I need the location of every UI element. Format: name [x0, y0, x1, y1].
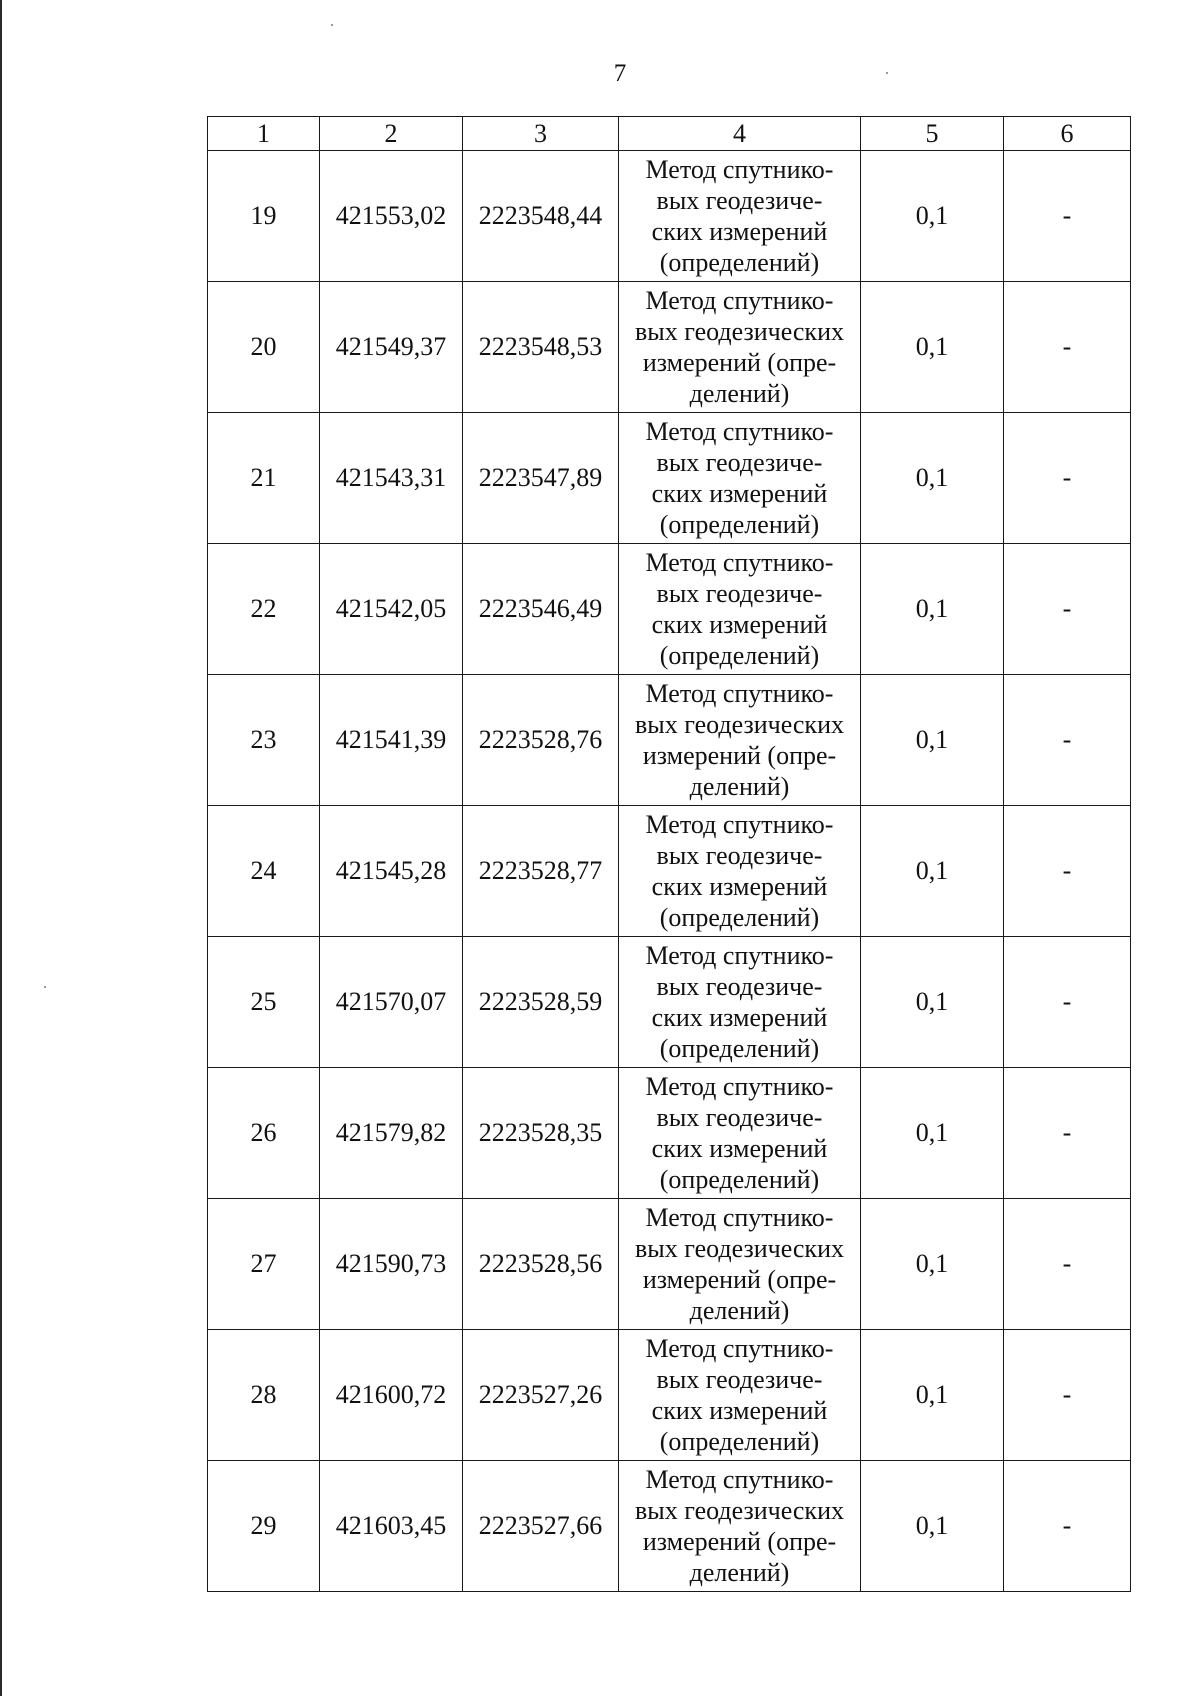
point-number-cell: 24	[208, 806, 320, 937]
method-text-line: ских измерений	[651, 1003, 828, 1032]
method-text-line: ских измерений	[651, 217, 828, 246]
method-cell	[619, 151, 861, 282]
note-cell: -	[1004, 151, 1131, 282]
table-row	[208, 413, 1131, 544]
accuracy-cell: 0,1	[861, 1461, 1004, 1592]
point-number-cell: 29	[208, 1461, 320, 1592]
note-cell: -	[1004, 675, 1131, 806]
table-row	[208, 675, 1131, 806]
method-text-line: делений)	[689, 379, 790, 408]
y-coordinate-cell: 2223528,59	[463, 937, 619, 1068]
y-coordinate-cell: 2223528,77	[463, 806, 619, 937]
method-cell	[619, 1330, 861, 1461]
method-text-line: ских измерений	[651, 1134, 828, 1163]
point-number-cell: 21	[208, 413, 320, 544]
method-text-line: (определений)	[659, 248, 820, 277]
header-col-2: 2	[320, 117, 463, 151]
point-number-cell: 20	[208, 282, 320, 413]
note-cell: -	[1004, 1068, 1131, 1199]
method-text-line: делений)	[689, 772, 790, 801]
method-text-line: измерений (опре-	[642, 348, 837, 377]
point-number-cell: 25	[208, 937, 320, 1068]
point-number-cell: 22	[208, 544, 320, 675]
accuracy-cell: 0,1	[861, 413, 1004, 544]
y-coordinate-cell: 2223547,89	[463, 413, 619, 544]
point-number-cell: 19	[208, 151, 320, 282]
y-coordinate-cell: 2223527,26	[463, 1330, 619, 1461]
method-text-line: вых геодезиче-	[656, 841, 823, 870]
note-cell: -	[1004, 282, 1131, 413]
note-cell: -	[1004, 1461, 1131, 1592]
table-row	[208, 1461, 1131, 1592]
accuracy-cell: 0,1	[861, 1330, 1004, 1461]
x-coordinate-cell: 421553,02	[320, 151, 463, 282]
y-coordinate-cell: 2223527,66	[463, 1461, 619, 1592]
method-text-line: измерений (опре-	[642, 741, 837, 770]
method-text-line: делений)	[689, 1296, 790, 1325]
x-coordinate-cell: 421579,82	[320, 1068, 463, 1199]
table-row	[208, 937, 1131, 1068]
point-number-cell: 26	[208, 1068, 320, 1199]
y-coordinate-cell: 2223528,56	[463, 1199, 619, 1330]
note-cell: -	[1004, 937, 1131, 1068]
accuracy-cell: 0,1	[861, 806, 1004, 937]
table-row	[208, 806, 1131, 937]
method-text-line: (определений)	[659, 641, 820, 670]
method-text-line: Метод спутнико-	[645, 155, 834, 184]
accuracy-cell: 0,1	[861, 544, 1004, 675]
accuracy-cell: 0,1	[861, 1068, 1004, 1199]
y-coordinate-cell: 2223528,35	[463, 1068, 619, 1199]
method-cell	[619, 675, 861, 806]
method-text-line: измерений (опре-	[642, 1527, 837, 1556]
x-coordinate-cell: 421549,37	[320, 282, 463, 413]
table-row	[208, 1330, 1131, 1461]
header-col-3: 3	[463, 117, 619, 151]
accuracy-cell: 0,1	[861, 1199, 1004, 1330]
method-text-line: Метод спутнико-	[645, 1203, 834, 1232]
method-text-line: вых геодезических	[635, 1496, 844, 1525]
method-cell	[619, 544, 861, 675]
note-cell: -	[1004, 806, 1131, 937]
method-text-line: (определений)	[659, 1034, 820, 1063]
table-header-row	[208, 117, 1131, 151]
table-row	[208, 1068, 1131, 1199]
note-cell: -	[1004, 1330, 1131, 1461]
method-text-line: ских измерений	[651, 610, 828, 639]
method-text-line: (определений)	[659, 1427, 820, 1456]
scan-edge-line	[0, 0, 2, 1696]
method-text-line: ских измерений	[651, 1396, 828, 1425]
table-row	[208, 544, 1131, 675]
x-coordinate-cell: 421542,05	[320, 544, 463, 675]
scan-speck	[44, 986, 46, 988]
note-cell: -	[1004, 544, 1131, 675]
method-text-line: вых геодезических	[635, 1234, 844, 1263]
x-coordinate-cell: 421545,28	[320, 806, 463, 937]
method-cell	[619, 1068, 861, 1199]
method-text-line: вых геодезиче-	[656, 972, 823, 1001]
point-number-cell: 28	[208, 1330, 320, 1461]
method-cell	[619, 1461, 861, 1592]
point-number-cell: 23	[208, 675, 320, 806]
method-text-line: (определений)	[659, 510, 820, 539]
method-text-line: (определений)	[659, 903, 820, 932]
method-text-line: измерений (опре-	[642, 1265, 837, 1294]
method-text-line: Метод спутнико-	[645, 286, 834, 315]
y-coordinate-cell: 2223548,44	[463, 151, 619, 282]
method-text-line: вых геодезических	[635, 317, 844, 346]
x-coordinate-cell: 421603,45	[320, 1461, 463, 1592]
x-coordinate-cell: 421570,07	[320, 937, 463, 1068]
header-col-5: 5	[861, 117, 1004, 151]
table-row	[208, 282, 1131, 413]
x-coordinate-cell: 421600,72	[320, 1330, 463, 1461]
method-cell	[619, 1199, 861, 1330]
table-row	[208, 1199, 1131, 1330]
page-number: 7	[613, 60, 627, 87]
x-coordinate-cell: 421543,31	[320, 413, 463, 544]
y-coordinate-cell: 2223548,53	[463, 282, 619, 413]
method-cell	[619, 937, 861, 1068]
accuracy-cell: 0,1	[861, 675, 1004, 806]
accuracy-cell: 0,1	[861, 151, 1004, 282]
method-text-line: ских измерений	[651, 479, 828, 508]
table-row	[208, 151, 1131, 282]
accuracy-cell: 0,1	[861, 937, 1004, 1068]
method-text-line: Метод спутнико-	[645, 1465, 834, 1494]
method-text-line: Метод спутнико-	[645, 1334, 834, 1363]
method-text-line: Метод спутнико-	[645, 1072, 834, 1101]
method-text-line: вых геодезиче-	[656, 448, 823, 477]
accuracy-cell: 0,1	[861, 282, 1004, 413]
method-text-line: делений)	[689, 1558, 790, 1587]
method-text-line: Метод спутнико-	[645, 810, 834, 839]
scan-speck	[331, 24, 333, 26]
method-text-line: ских измерений	[651, 872, 828, 901]
method-text-line: Метод спутнико-	[645, 417, 834, 446]
method-cell	[619, 806, 861, 937]
method-text-line: вых геодезиче-	[656, 1103, 823, 1132]
method-text-line: вых геодезиче-	[656, 186, 823, 215]
method-cell	[619, 413, 861, 544]
note-cell: -	[1004, 413, 1131, 544]
coordinates-table	[207, 116, 1131, 1592]
header-col-1: 1	[208, 117, 320, 151]
method-text-line: (определений)	[659, 1165, 820, 1194]
method-text-line: Метод спутнико-	[645, 941, 834, 970]
point-number-cell: 27	[208, 1199, 320, 1330]
method-text-line: вых геодезических	[635, 710, 844, 739]
method-text-line: Метод спутнико-	[645, 679, 834, 708]
x-coordinate-cell: 421590,73	[320, 1199, 463, 1330]
method-cell	[619, 282, 861, 413]
method-text-line: Метод спутнико-	[645, 548, 834, 577]
x-coordinate-cell: 421541,39	[320, 675, 463, 806]
header-col-4: 4	[619, 117, 861, 151]
y-coordinate-cell: 2223528,76	[463, 675, 619, 806]
method-text-line: вых геодезиче-	[656, 579, 823, 608]
method-text-line: вых геодезиче-	[656, 1365, 823, 1394]
note-cell: -	[1004, 1199, 1131, 1330]
y-coordinate-cell: 2223546,49	[463, 544, 619, 675]
header-col-6: 6	[1004, 117, 1131, 151]
